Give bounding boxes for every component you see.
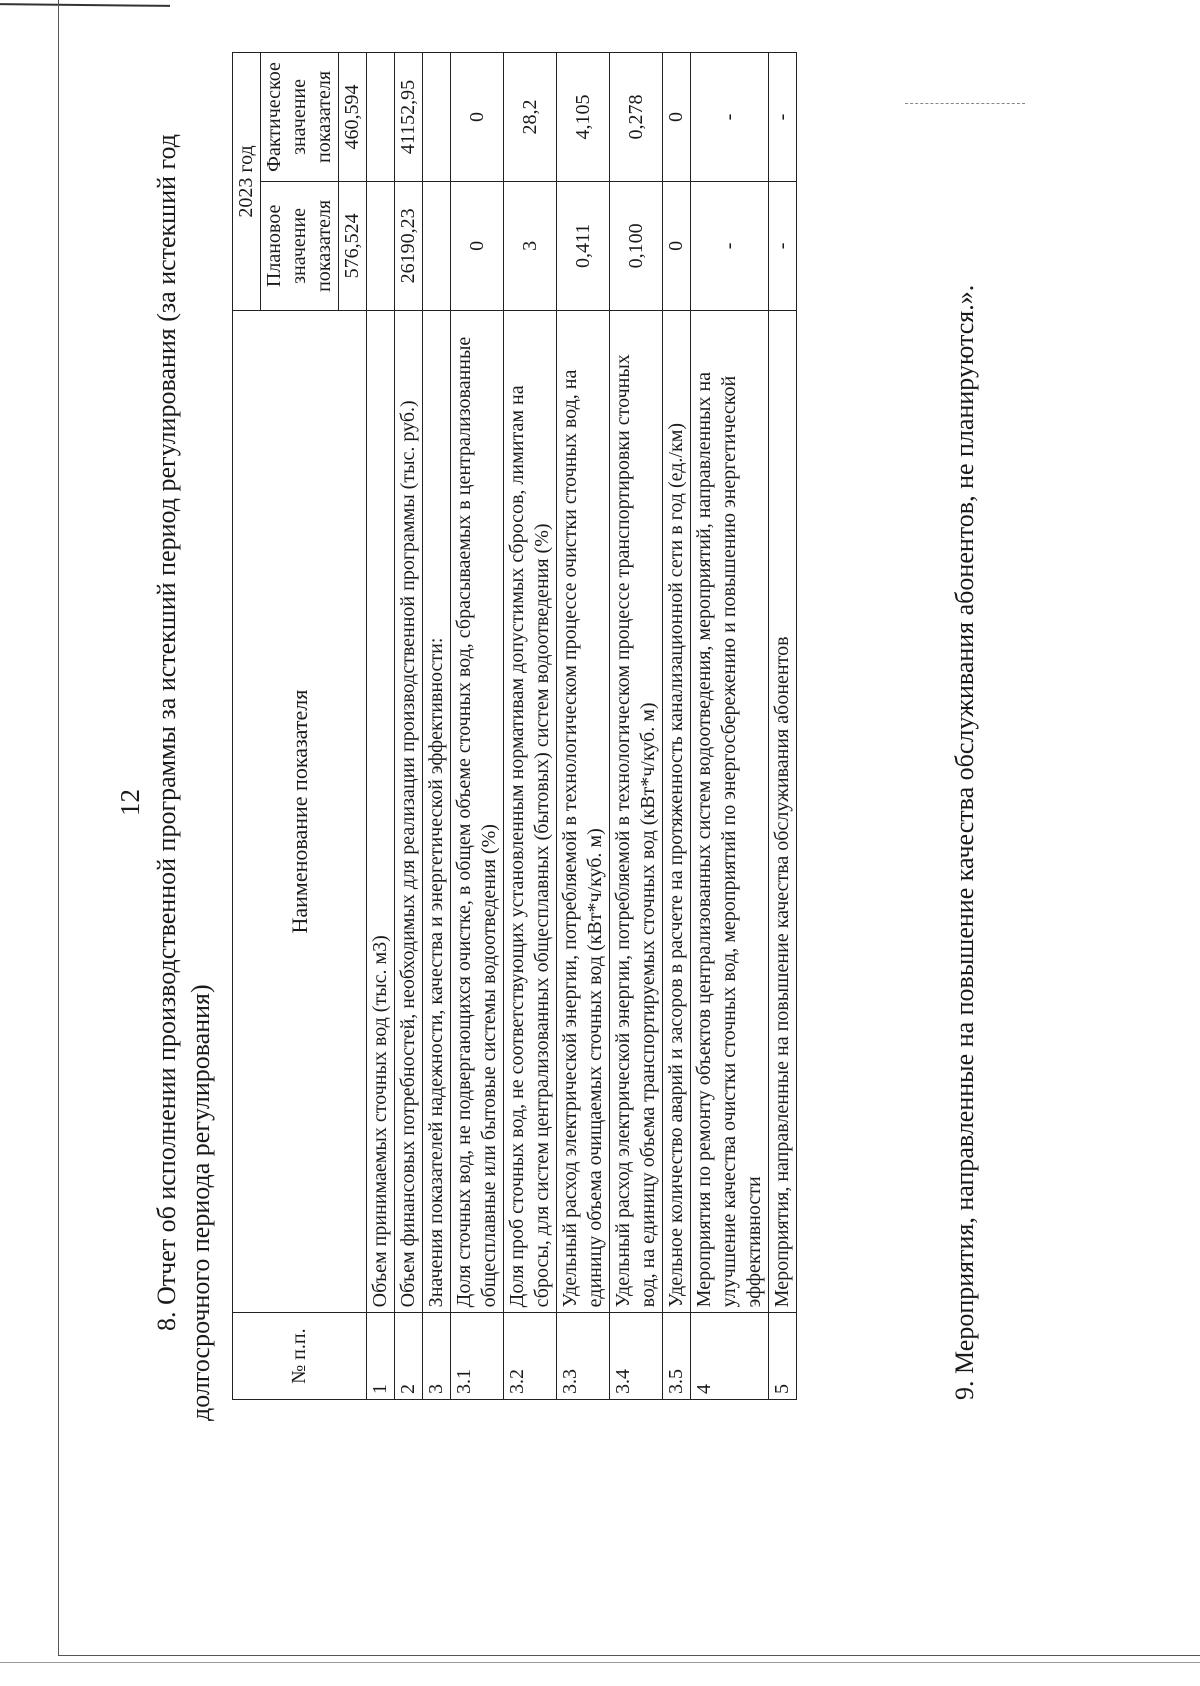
header-name: Наименование показателя xyxy=(233,310,367,1312)
table-row xyxy=(691,53,769,1400)
cell-fact: - xyxy=(769,53,797,182)
cell-plan: 26190,23 xyxy=(395,181,423,310)
cell-num: 3.5 xyxy=(663,1313,691,1400)
cell-num: 5 xyxy=(769,1313,797,1400)
cell-plan: 0,100 xyxy=(610,181,663,310)
cell-name: Объем принимаемых сточных вод (тыс. м3) xyxy=(367,310,395,1312)
heading-line-2: долгосрочного периода регулирования) xyxy=(186,984,215,1421)
cell-plan xyxy=(423,181,451,310)
cell-name: Мероприятия, направленные на повышение качества обслуживания абонентов xyxy=(769,310,797,1312)
cell-plan: 0 xyxy=(451,181,504,310)
cell-name: Доля сточных вод, не подвергающихся очистке, в общем объеме сточных вод, сбрасываемых в централизованные общесплавные или бытовые системы водоотведения (%) xyxy=(451,310,504,1312)
report-table xyxy=(232,52,797,1400)
cell-plan: 576,524 xyxy=(339,181,367,310)
page-number: 12 xyxy=(115,789,145,816)
cell-num: 1 xyxy=(367,1313,395,1400)
header-plan: Плановое значение показателя xyxy=(261,181,339,310)
section-heading xyxy=(150,76,218,1421)
header-num: № п.п. xyxy=(233,1313,367,1400)
cell-name: Удельный расход электрической энергии, потребляемой в технологическом процессе транспортировки сточных вод, на единицу объема транспортируемых сточных вод (кВт*ч/куб. м) xyxy=(610,310,663,1312)
cell-num: 3.2 xyxy=(504,1313,557,1400)
header-fact: Фактическое значение показателя xyxy=(261,53,339,182)
cell-num: 4 xyxy=(691,1313,769,1400)
cell-plan: 0 xyxy=(663,181,691,310)
cell-plan: - xyxy=(691,181,769,310)
cell-name: Доля проб сточных вод, не соответствующих установленным нормативам допустимых сбросов, лимитам на сбросы, для систем централизованных общесплавных (бытовых) систем водоотведения (%) xyxy=(504,310,557,1312)
cell-name: Удельное количество аварий и засоров в расчете на протяженность канализационной сети в год (ед./км) xyxy=(663,310,691,1312)
cell-num: 2 xyxy=(395,1313,423,1400)
table-row xyxy=(423,53,451,1400)
cell-name: Объем финансовых потребностей, необходимых для реализации производственной программы (тыс. руб.) xyxy=(395,310,423,1312)
cell-fact: 4,105 xyxy=(557,53,610,182)
cell-name: Значения показателей надежности, качества и энергетической эффективности: xyxy=(423,310,451,1312)
cell-plan xyxy=(367,181,395,310)
cell-fact: 41152,95 xyxy=(395,53,423,182)
table-row xyxy=(451,53,504,1400)
cell-num: 3.4 xyxy=(610,1313,663,1400)
heading-line-1: 8. Отчет об исполнении производственной программы за истекший период регулирования (за истекший год xyxy=(152,133,181,1331)
cell-fact: 0 xyxy=(663,53,691,182)
cell-num: 3.1 xyxy=(451,1313,504,1400)
table-row xyxy=(663,53,691,1400)
cell-fact: 460,594 xyxy=(339,53,367,182)
cell-fact: 28,2 xyxy=(504,53,557,182)
cell-plan: - xyxy=(769,181,797,310)
table-row xyxy=(610,53,663,1400)
cell-name: Мероприятия по ремонту объектов централизованных систем водоотведения, мероприятий, направленных на улучшение качества очистки сточных вод, мероприятий по энергосбережению и повышению энергетической эффективности xyxy=(691,310,769,1312)
table-row xyxy=(367,53,395,1400)
cell-fact: 0,278 xyxy=(610,53,663,182)
header-year: 2023 год xyxy=(233,53,261,311)
cell-fact xyxy=(423,53,451,182)
cell-num: 3.3 xyxy=(557,1313,610,1400)
cell-plan: 3 xyxy=(504,181,557,310)
table-row xyxy=(395,53,423,1400)
table-row xyxy=(769,53,797,1400)
header-row-1 xyxy=(233,53,261,1400)
cell-num: 3 xyxy=(423,1313,451,1400)
cell-plan: 0,411 xyxy=(557,181,610,310)
footer-note: 9. Мероприятия, направленные на повышение качества обслуживания абонентов, не планируются.». xyxy=(950,284,979,1400)
cell-fact xyxy=(367,53,395,182)
cell-name: Удельный расход электрической энергии, потребляемой в технологическом процессе очистки сточных вод, на единицу объема очищаемых сточных вод (кВт*ч/куб. м) xyxy=(557,310,610,1312)
cell-fact: 0 xyxy=(451,53,504,182)
table-row xyxy=(504,53,557,1400)
table-row xyxy=(557,53,610,1400)
cell-fact: - xyxy=(691,53,769,182)
